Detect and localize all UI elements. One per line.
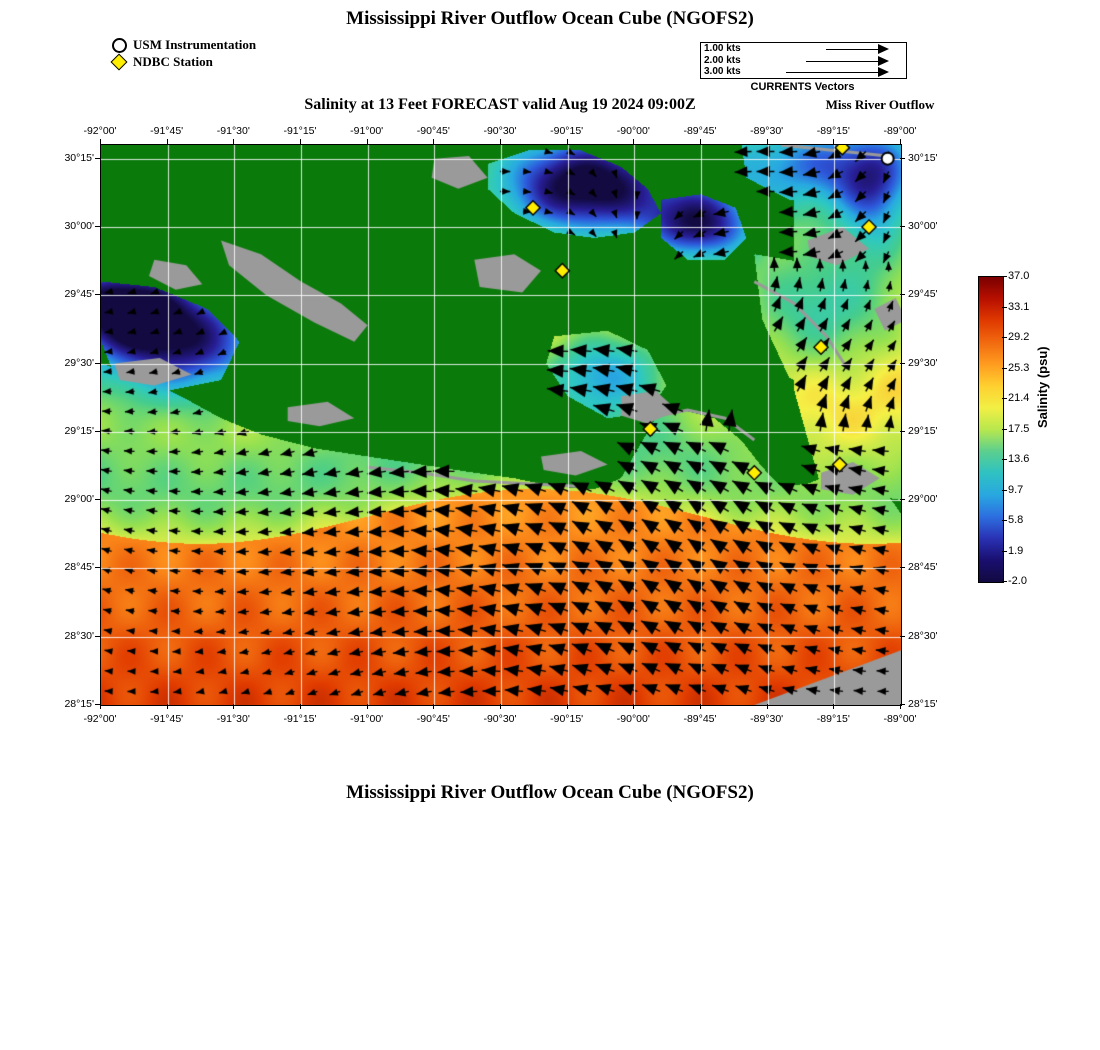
y-tick-mark [900,431,905,432]
x-tick-mark [300,704,301,709]
vector-key-line-2 [806,61,878,62]
x-tick-label-bottom: -89°30' [750,713,784,725]
x-tick-mark [567,139,568,144]
y-tick-label-right: 30°00' [908,219,938,232]
colorbar-tick-label: 37.0 [1008,270,1030,282]
y-tick-label-left: 29°15' [64,424,94,437]
y-tick-label-left: 29°30' [64,356,94,369]
x-tick-label-top: -89°00' [883,125,917,137]
y-tick-mark [95,431,100,432]
x-tick-label-top: -90°00' [616,125,650,137]
legend-label-ndbc: NDBC Station [133,53,213,69]
x-tick-label-bottom: -89°15' [816,713,850,725]
x-tick-label-bottom: -90°00' [616,713,650,725]
x-tick-mark [700,704,701,709]
x-tick-label-bottom: -89°00' [883,713,917,725]
vector-key-row-1 [701,43,906,55]
x-tick-mark [900,139,901,144]
x-tick-label-top: -91°45' [150,125,184,137]
legend-item-usm [110,36,256,53]
x-tick-mark [433,139,434,144]
y-tick-label-right: 28°15' [908,698,938,710]
circle-marker-icon [110,36,130,53]
x-tick-mark [767,704,768,709]
vector-key-row-2 [701,55,906,67]
vector-key-arrow-2 [878,56,889,66]
colorbar-title: Salinity (psu) [1035,346,1050,428]
y-tick-mark [95,158,100,159]
vector-scale-key [700,42,907,79]
currents-caption: CURRENTS Vectors [750,81,855,93]
y-tick-mark [900,294,905,295]
y-tick-mark [900,363,905,364]
colorbar-tick-label: 1.9 [1008,544,1024,557]
x-tick-label-bottom: -90°45' [416,713,450,725]
y-tick-label-right: 28°30' [908,629,938,642]
y-tick-label-left: 28°30' [64,629,94,642]
page-title: Mississippi River Outflow Ocean Cube (NGOFS2) [346,8,754,29]
colorbar-tick-mark [1002,429,1007,430]
x-tick-label-top: -89°30' [750,125,784,137]
x-tick-mark [500,704,501,709]
y-tick-mark [95,567,100,568]
x-tick-mark [633,704,634,709]
x-tick-mark [300,139,301,144]
colorbar-tick-mark [1002,490,1007,491]
x-tick-label-bottom: -91°00' [350,713,384,725]
x-tick-label-top: -89°15' [816,125,850,137]
x-tick-label-bottom: -91°30' [216,713,250,725]
y-tick-label-left: 28°15' [64,698,94,710]
vector-key-line-1 [826,49,878,50]
vector-key-line-3 [786,72,878,73]
x-tick-label-bottom: -91°15' [283,713,317,725]
y-tick-label-right: 29°30' [908,356,938,369]
map-canvas[interactable] [101,145,901,705]
y-tick-mark [95,294,100,295]
outflow-label: Miss River Outflow [825,97,935,112]
x-tick-label-bottom: -91°45' [150,713,184,725]
chart-subtitle: Salinity at 13 Feet FORECAST valid Aug 19 2024 09:00Z [304,96,696,113]
y-tick-label-left: 28°45' [64,561,94,574]
vector-key-label-3: 3.00 kts [704,66,741,78]
colorbar-tick-mark [1002,520,1007,521]
colorbar-tick-label: 13.6 [1008,453,1030,465]
vector-key-label-2: 2.00 kts [704,54,741,66]
x-tick-mark [700,139,701,144]
y-tick-label-right: 29°15' [908,424,938,437]
y-tick-label-left: 30°00' [64,219,94,232]
y-tick-label-right: 30°15' [908,151,938,164]
colorbar-tick-mark [1002,337,1007,338]
y-tick-mark [95,499,100,500]
legend-label-usm: USM Instrumentation [133,36,257,52]
colorbar-tick-label: 9.7 [1008,483,1024,496]
colorbar [978,276,1004,583]
vector-key-label-1: 1.00 kts [704,43,741,54]
x-tick-label-top: -89°45' [683,125,717,137]
x-tick-label-top: -90°30' [483,125,517,137]
y-tick-mark [900,636,905,637]
vector-key-arrow-3 [878,67,889,77]
x-tick-mark [100,139,101,144]
colorbar-tick-mark [1002,307,1007,308]
colorbar-tick-label: 5.8 [1008,514,1024,526]
colorbar-tick-mark [1002,398,1007,399]
map-plot-area[interactable] [100,144,902,706]
x-tick-label-top: -91°15' [283,125,317,137]
x-tick-mark [633,139,634,144]
y-tick-mark [95,226,100,227]
y-tick-mark [900,226,905,227]
colorbar-tick-label: 17.5 [1008,422,1030,435]
y-tick-label-right: 29°00' [908,493,938,506]
x-tick-mark [567,704,568,709]
x-tick-mark [233,139,234,144]
y-tick-mark [900,499,905,500]
x-tick-mark [167,704,168,709]
colorbar-tick-mark [1002,459,1007,460]
x-tick-label-top: -91°00' [350,125,384,137]
colorbar-tick-label: 21.4 [1008,392,1030,404]
x-tick-label-bottom: -92°00' [83,713,117,725]
y-tick-mark [900,704,905,705]
y-tick-mark [900,158,905,159]
x-tick-mark [100,704,101,709]
x-tick-label-top: -90°45' [416,125,450,137]
y-tick-label-right: 29°45' [908,288,938,301]
diamond-marker-icon [110,53,130,70]
colorbar-tick-label: 33.1 [1008,300,1030,313]
y-tick-label-left: 30°15' [64,151,94,164]
x-tick-mark [167,139,168,144]
colorbar-tick-mark [1002,551,1007,552]
x-tick-mark [767,139,768,144]
x-tick-label-top: -91°30' [216,125,250,137]
y-tick-label-left: 29°00' [64,493,94,506]
legend-item-ndbc [110,53,256,70]
x-tick-mark [367,704,368,709]
x-tick-label-top: -92°00' [83,125,117,137]
y-tick-mark [95,704,100,705]
colorbar-tick-mark [1002,276,1007,277]
vector-key-arrow-1 [878,44,889,54]
x-tick-mark [433,704,434,709]
colorbar-tick-mark [1002,581,1007,582]
x-tick-label-bottom: -89°45' [683,713,717,725]
colorbar-tick-label: -2.0 [1008,575,1027,587]
x-tick-mark [833,704,834,709]
y-tick-mark [900,567,905,568]
x-tick-mark [367,139,368,144]
colorbar-tick-label: 25.3 [1008,361,1030,374]
station-legend [110,36,256,70]
colorbar-tick-label: 29.2 [1008,331,1030,343]
x-tick-mark [833,139,834,144]
x-tick-label-top: -90°15' [550,125,584,137]
x-tick-mark [233,704,234,709]
y-tick-label-left: 29°45' [64,288,94,301]
vector-key-row-3 [701,66,906,78]
x-tick-label-bottom: -90°30' [483,713,517,725]
y-tick-mark [95,363,100,364]
y-tick-mark [95,636,100,637]
bottom-title: Mississippi River Outflow Ocean Cube (NGOFS2) [346,782,754,803]
colorbar-tick-mark [1002,368,1007,369]
x-tick-label-bottom: -90°15' [550,713,584,725]
x-tick-mark [500,139,501,144]
y-tick-label-right: 28°45' [908,561,938,574]
